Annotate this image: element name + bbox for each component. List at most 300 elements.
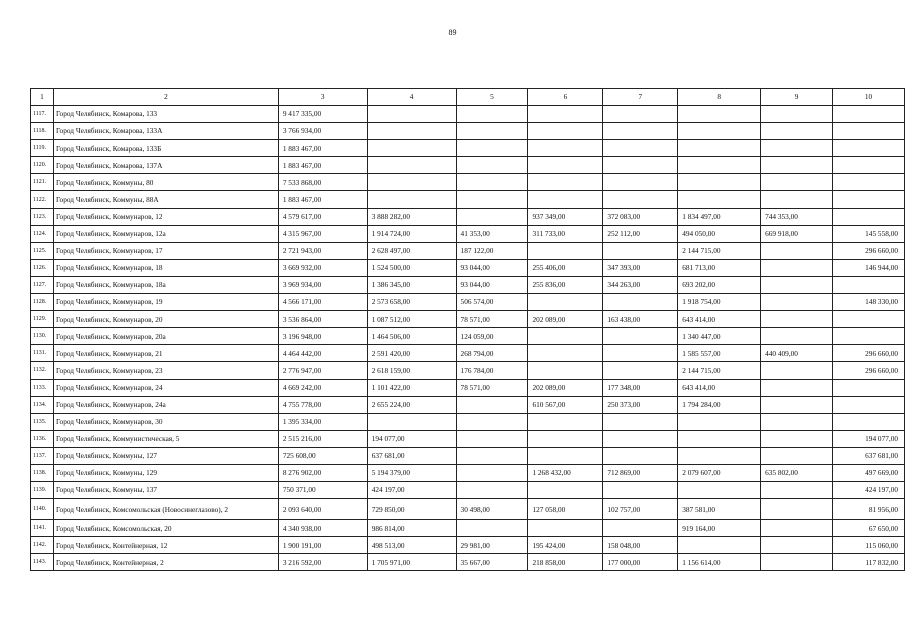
col5-cell bbox=[456, 520, 528, 537]
row-number: 1123. bbox=[31, 208, 54, 225]
address-cell: Город Челябинск, Коммунаров, 23 bbox=[53, 362, 278, 379]
col10-cell bbox=[833, 396, 905, 413]
col5-cell: 35 667,00 bbox=[456, 554, 528, 571]
col10-cell: 81 956,00 bbox=[833, 499, 905, 520]
col10-cell: 296 660,00 bbox=[833, 242, 905, 259]
table-row bbox=[31, 106, 905, 123]
col6-cell bbox=[528, 123, 603, 140]
col4-cell: 2 655 224,00 bbox=[367, 396, 456, 413]
col3-cell: 2 721 943,00 bbox=[278, 242, 367, 259]
col7-cell bbox=[603, 157, 678, 174]
row-number: 1118. bbox=[31, 123, 54, 140]
col8-cell bbox=[678, 447, 761, 464]
col10-cell bbox=[833, 379, 905, 396]
col6-cell: 202 089,00 bbox=[528, 311, 603, 328]
col5-cell bbox=[456, 447, 528, 464]
col10-cell bbox=[833, 191, 905, 208]
col3-cell: 3 669 932,00 bbox=[278, 259, 367, 276]
col4-cell: 1 705 971,00 bbox=[367, 554, 456, 571]
col4-cell: 1 087 512,00 bbox=[367, 311, 456, 328]
table-row bbox=[31, 537, 905, 554]
address-cell: Город Челябинск, Контейнерная, 12 bbox=[53, 537, 278, 554]
table-row bbox=[31, 174, 905, 191]
col3-cell: 9 417 335,00 bbox=[278, 106, 367, 123]
col5-cell bbox=[456, 106, 528, 123]
address-cell: Город Челябинск, Коммунаров, 12а bbox=[53, 225, 278, 242]
column-header: 5 bbox=[456, 89, 528, 106]
col5-cell bbox=[456, 413, 528, 430]
table-row bbox=[31, 259, 905, 276]
col7-cell bbox=[603, 242, 678, 259]
col5-cell: 187 122,00 bbox=[456, 242, 528, 259]
address-cell: Город Челябинск, Коммунаров, 18а bbox=[53, 276, 278, 293]
table-row bbox=[31, 294, 905, 311]
col8-cell: 2 144 715,00 bbox=[678, 242, 761, 259]
table-row bbox=[31, 140, 905, 157]
col9-cell: 744 353,00 bbox=[761, 208, 833, 225]
col7-cell bbox=[603, 123, 678, 140]
address-cell: Город Челябинск, Комарова, 133 bbox=[53, 106, 278, 123]
col6-cell bbox=[528, 242, 603, 259]
col5-cell: 506 574,00 bbox=[456, 294, 528, 311]
address-cell: Город Челябинск, Коммуны, 127 bbox=[53, 447, 278, 464]
col10-cell: 296 660,00 bbox=[833, 362, 905, 379]
page-number: 89 bbox=[448, 28, 457, 37]
col3-cell: 4 464 442,00 bbox=[278, 345, 367, 362]
col8-cell: 693 202,00 bbox=[678, 276, 761, 293]
col10-cell bbox=[833, 123, 905, 140]
col4-cell: 498 513,00 bbox=[367, 537, 456, 554]
col6-cell: 311 733,00 bbox=[528, 225, 603, 242]
address-cell: Город Челябинск, Комарова, 133А bbox=[53, 123, 278, 140]
column-header: 8 bbox=[678, 89, 761, 106]
col4-cell: 729 850,00 bbox=[367, 499, 456, 520]
table-row bbox=[31, 123, 905, 140]
col5-cell: 30 498,00 bbox=[456, 499, 528, 520]
address-cell: Город Челябинск, Коммунаров, 18 bbox=[53, 259, 278, 276]
col10-cell: 637 681,00 bbox=[833, 447, 905, 464]
col3-cell: 2 093 640,00 bbox=[278, 499, 367, 520]
col6-cell: 610 567,00 bbox=[528, 396, 603, 413]
col10-cell bbox=[833, 413, 905, 430]
col6-cell: 255 836,00 bbox=[528, 276, 603, 293]
col10-cell: 117 832,00 bbox=[833, 554, 905, 571]
col3-cell: 1 883 467,00 bbox=[278, 157, 367, 174]
col9-cell: 635 802,00 bbox=[761, 464, 833, 481]
col7-cell: 102 757,00 bbox=[603, 499, 678, 520]
col6-cell: 195 424,00 bbox=[528, 537, 603, 554]
col3-cell: 8 276 902,00 bbox=[278, 464, 367, 481]
column-header: 10 bbox=[833, 89, 905, 106]
col7-cell bbox=[603, 482, 678, 499]
col9-cell bbox=[761, 123, 833, 140]
row-number: 1127. bbox=[31, 276, 54, 293]
col8-cell bbox=[678, 430, 761, 447]
col9-cell bbox=[761, 362, 833, 379]
col7-cell: 252 112,00 bbox=[603, 225, 678, 242]
column-header: 7 bbox=[603, 89, 678, 106]
row-number: 1124. bbox=[31, 225, 54, 242]
col10-cell bbox=[833, 276, 905, 293]
address-cell: Город Челябинск, Комарова, 137А bbox=[53, 157, 278, 174]
col10-cell: 497 669,00 bbox=[833, 464, 905, 481]
table-row bbox=[31, 482, 905, 499]
col5-cell: 176 784,00 bbox=[456, 362, 528, 379]
col7-cell: 712 869,00 bbox=[603, 464, 678, 481]
table-row bbox=[31, 208, 905, 225]
col6-cell bbox=[528, 413, 603, 430]
col8-cell: 919 164,00 bbox=[678, 520, 761, 537]
col10-cell bbox=[833, 208, 905, 225]
col5-cell bbox=[456, 123, 528, 140]
col3-cell: 3 196 948,00 bbox=[278, 328, 367, 345]
col4-cell: 2 573 658,00 bbox=[367, 294, 456, 311]
row-number: 1141. bbox=[31, 520, 54, 537]
col7-cell bbox=[603, 430, 678, 447]
col4-cell bbox=[367, 106, 456, 123]
col6-cell bbox=[528, 447, 603, 464]
address-cell: Город Челябинск, Коммуны, 137 bbox=[53, 482, 278, 499]
col10-cell: 145 558,00 bbox=[833, 225, 905, 242]
col3-cell: 4 755 778,00 bbox=[278, 396, 367, 413]
col4-cell bbox=[367, 157, 456, 174]
data-table bbox=[30, 88, 905, 571]
col7-cell bbox=[603, 413, 678, 430]
table-row bbox=[31, 379, 905, 396]
col7-cell: 372 083,00 bbox=[603, 208, 678, 225]
col5-cell bbox=[456, 191, 528, 208]
col4-cell: 3 888 282,00 bbox=[367, 208, 456, 225]
col8-cell: 681 713,00 bbox=[678, 259, 761, 276]
address-cell: Город Челябинск, Комсомольская, 20 bbox=[53, 520, 278, 537]
col4-cell: 2 591 420,00 bbox=[367, 345, 456, 362]
col3-cell: 3 536 864,00 bbox=[278, 311, 367, 328]
col10-cell: 194 077,00 bbox=[833, 430, 905, 447]
col7-cell: 158 048,00 bbox=[603, 537, 678, 554]
col9-cell bbox=[761, 499, 833, 520]
col4-cell bbox=[367, 123, 456, 140]
table-row bbox=[31, 447, 905, 464]
col6-cell bbox=[528, 157, 603, 174]
col9-cell bbox=[761, 140, 833, 157]
col6-cell: 127 058,00 bbox=[528, 499, 603, 520]
col5-cell: 93 044,00 bbox=[456, 276, 528, 293]
col5-cell bbox=[456, 464, 528, 481]
col8-cell: 387 581,00 bbox=[678, 499, 761, 520]
col9-cell bbox=[761, 294, 833, 311]
col9-cell bbox=[761, 430, 833, 447]
row-number: 1122. bbox=[31, 191, 54, 208]
column-header: 2 bbox=[53, 89, 278, 106]
col4-cell: 1 464 506,00 bbox=[367, 328, 456, 345]
col10-cell: 296 660,00 bbox=[833, 345, 905, 362]
row-number: 1131. bbox=[31, 345, 54, 362]
col8-cell bbox=[678, 537, 761, 554]
col7-cell bbox=[603, 345, 678, 362]
row-number: 1140. bbox=[31, 499, 54, 520]
col4-cell bbox=[367, 413, 456, 430]
col4-cell bbox=[367, 174, 456, 191]
col8-cell bbox=[678, 123, 761, 140]
col7-cell: 344 263,00 bbox=[603, 276, 678, 293]
col4-cell: 986 814,00 bbox=[367, 520, 456, 537]
row-number: 1142. bbox=[31, 537, 54, 554]
col8-cell bbox=[678, 106, 761, 123]
col5-cell: 78 571,00 bbox=[456, 379, 528, 396]
col10-cell: 115 060,00 bbox=[833, 537, 905, 554]
col8-cell: 1 918 754,00 bbox=[678, 294, 761, 311]
col10-cell bbox=[833, 328, 905, 345]
address-cell: Город Челябинск, Коммунаров, 20 bbox=[53, 311, 278, 328]
col3-cell: 750 371,00 bbox=[278, 482, 367, 499]
col6-cell bbox=[528, 520, 603, 537]
col6-cell: 255 406,00 bbox=[528, 259, 603, 276]
col9-cell bbox=[761, 157, 833, 174]
col8-cell bbox=[678, 413, 761, 430]
col4-cell: 1 101 422,00 bbox=[367, 379, 456, 396]
col3-cell: 4 669 242,00 bbox=[278, 379, 367, 396]
table-row bbox=[31, 276, 905, 293]
column-header: 1 bbox=[31, 89, 54, 106]
address-cell: Город Челябинск, Комсомольская (Новосинеглазово), 2 bbox=[53, 499, 278, 520]
col6-cell: 937 349,00 bbox=[528, 208, 603, 225]
col7-cell bbox=[603, 447, 678, 464]
col9-cell bbox=[761, 447, 833, 464]
col7-cell: 177 348,00 bbox=[603, 379, 678, 396]
table-row bbox=[31, 362, 905, 379]
col6-cell bbox=[528, 362, 603, 379]
col4-cell: 1 386 345,00 bbox=[367, 276, 456, 293]
col8-cell bbox=[678, 174, 761, 191]
col7-cell bbox=[603, 328, 678, 345]
col8-cell: 1 585 557,00 bbox=[678, 345, 761, 362]
table-row bbox=[31, 430, 905, 447]
col5-cell: 29 981,00 bbox=[456, 537, 528, 554]
col5-cell bbox=[456, 140, 528, 157]
row-number: 1139. bbox=[31, 482, 54, 499]
col3-cell: 3 969 934,00 bbox=[278, 276, 367, 293]
col3-cell: 4 315 967,00 bbox=[278, 225, 367, 242]
col4-cell: 637 681,00 bbox=[367, 447, 456, 464]
column-header: 6 bbox=[528, 89, 603, 106]
address-cell: Город Челябинск, Комарова, 133Б bbox=[53, 140, 278, 157]
column-header: 9 bbox=[761, 89, 833, 106]
table-row bbox=[31, 328, 905, 345]
col5-cell: 124 059,00 bbox=[456, 328, 528, 345]
table-row bbox=[31, 413, 905, 430]
address-cell: Город Челябинск, Коммунаров, 19 bbox=[53, 294, 278, 311]
address-cell: Город Челябинск, Коммунаров, 30 bbox=[53, 413, 278, 430]
table-row bbox=[31, 499, 905, 520]
address-cell: Город Челябинск, Коммунистическая, 5 bbox=[53, 430, 278, 447]
col6-cell: 218 858,00 bbox=[528, 554, 603, 571]
col3-cell: 3 766 934,00 bbox=[278, 123, 367, 140]
col4-cell: 194 077,00 bbox=[367, 430, 456, 447]
col7-cell bbox=[603, 362, 678, 379]
col9-cell bbox=[761, 242, 833, 259]
col7-cell bbox=[603, 140, 678, 157]
col5-cell bbox=[456, 430, 528, 447]
column-header: 3 bbox=[278, 89, 367, 106]
table-row bbox=[31, 464, 905, 481]
address-cell: Город Челябинск, Коммунаров, 17 bbox=[53, 242, 278, 259]
col10-cell bbox=[833, 174, 905, 191]
col9-cell bbox=[761, 191, 833, 208]
col10-cell bbox=[833, 106, 905, 123]
col5-cell bbox=[456, 482, 528, 499]
col8-cell: 2 144 715,00 bbox=[678, 362, 761, 379]
address-cell: Город Челябинск, Контейнерная, 2 bbox=[53, 554, 278, 571]
col9-cell bbox=[761, 413, 833, 430]
col9-cell bbox=[761, 328, 833, 345]
row-number: 1135. bbox=[31, 413, 54, 430]
address-cell: Город Челябинск, Коммуны, 88А bbox=[53, 191, 278, 208]
header-row bbox=[31, 89, 905, 106]
col7-cell bbox=[603, 191, 678, 208]
col6-cell bbox=[528, 345, 603, 362]
col7-cell bbox=[603, 174, 678, 191]
col9-cell bbox=[761, 396, 833, 413]
col9-cell: 440 409,00 bbox=[761, 345, 833, 362]
row-number: 1134. bbox=[31, 396, 54, 413]
table-row bbox=[31, 520, 905, 537]
table-row bbox=[31, 157, 905, 174]
col9-cell bbox=[761, 276, 833, 293]
col7-cell: 163 438,00 bbox=[603, 311, 678, 328]
col9-cell bbox=[761, 520, 833, 537]
col10-cell: 146 944,00 bbox=[833, 259, 905, 276]
col10-cell: 148 330,00 bbox=[833, 294, 905, 311]
col6-cell bbox=[528, 191, 603, 208]
col9-cell bbox=[761, 311, 833, 328]
col7-cell: 347 393,00 bbox=[603, 259, 678, 276]
col6-cell bbox=[528, 140, 603, 157]
col6-cell bbox=[528, 174, 603, 191]
col5-cell bbox=[456, 157, 528, 174]
table-row bbox=[31, 311, 905, 328]
col8-cell: 643 414,00 bbox=[678, 379, 761, 396]
col8-cell: 643 414,00 bbox=[678, 311, 761, 328]
col3-cell: 3 216 592,00 bbox=[278, 554, 367, 571]
col4-cell: 2 628 497,00 bbox=[367, 242, 456, 259]
row-number: 1136. bbox=[31, 430, 54, 447]
col5-cell bbox=[456, 208, 528, 225]
row-number: 1128. bbox=[31, 294, 54, 311]
row-number: 1117. bbox=[31, 106, 54, 123]
col7-cell bbox=[603, 294, 678, 311]
address-cell: Город Челябинск, Коммунаров, 24 bbox=[53, 379, 278, 396]
col4-cell: 424 197,00 bbox=[367, 482, 456, 499]
col6-cell: 1 268 432,00 bbox=[528, 464, 603, 481]
col10-cell bbox=[833, 157, 905, 174]
row-number: 1125. bbox=[31, 242, 54, 259]
col8-cell bbox=[678, 191, 761, 208]
col5-cell: 41 353,00 bbox=[456, 225, 528, 242]
col3-cell: 1 395 334,00 bbox=[278, 413, 367, 430]
col10-cell: 424 197,00 bbox=[833, 482, 905, 499]
address-cell: Город Челябинск, Коммунаров, 21 bbox=[53, 345, 278, 362]
row-number: 1130. bbox=[31, 328, 54, 345]
row-number: 1119. bbox=[31, 140, 54, 157]
table-row bbox=[31, 396, 905, 413]
col8-cell bbox=[678, 140, 761, 157]
col4-cell: 1 524 500,00 bbox=[367, 259, 456, 276]
col3-cell: 4 340 938,00 bbox=[278, 520, 367, 537]
col10-cell: 67 650,00 bbox=[833, 520, 905, 537]
col3-cell: 2 776 947,00 bbox=[278, 362, 367, 379]
col4-cell bbox=[367, 140, 456, 157]
col6-cell bbox=[528, 106, 603, 123]
col3-cell: 725 608,00 bbox=[278, 447, 367, 464]
col8-cell: 1 794 284,00 bbox=[678, 396, 761, 413]
col9-cell bbox=[761, 554, 833, 571]
col6-cell bbox=[528, 482, 603, 499]
row-number: 1137. bbox=[31, 447, 54, 464]
col6-cell bbox=[528, 328, 603, 345]
col8-cell: 1 834 497,00 bbox=[678, 208, 761, 225]
col8-cell bbox=[678, 157, 761, 174]
col8-cell: 494 050,00 bbox=[678, 225, 761, 242]
row-number: 1121. bbox=[31, 174, 54, 191]
col5-cell: 93 044,00 bbox=[456, 259, 528, 276]
col4-cell: 5 194 379,00 bbox=[367, 464, 456, 481]
col10-cell bbox=[833, 311, 905, 328]
col5-cell: 268 794,00 bbox=[456, 345, 528, 362]
col9-cell bbox=[761, 537, 833, 554]
col3-cell: 4 566 171,00 bbox=[278, 294, 367, 311]
col3-cell: 1 900 191,00 bbox=[278, 537, 367, 554]
address-cell: Город Челябинск, Коммунаров, 20а bbox=[53, 328, 278, 345]
col8-cell: 2 079 607,00 bbox=[678, 464, 761, 481]
col3-cell: 2 515 216,00 bbox=[278, 430, 367, 447]
col8-cell: 1 156 614,00 bbox=[678, 554, 761, 571]
table-body bbox=[31, 106, 905, 571]
address-cell: Город Челябинск, Коммунаров, 12 bbox=[53, 208, 278, 225]
col7-cell: 250 373,00 bbox=[603, 396, 678, 413]
row-number: 1133. bbox=[31, 379, 54, 396]
col8-cell bbox=[678, 482, 761, 499]
col6-cell bbox=[528, 294, 603, 311]
table-row bbox=[31, 225, 905, 242]
col7-cell bbox=[603, 520, 678, 537]
row-number: 1138. bbox=[31, 464, 54, 481]
col9-cell bbox=[761, 106, 833, 123]
col3-cell: 1 883 467,00 bbox=[278, 140, 367, 157]
table-row bbox=[31, 242, 905, 259]
row-number: 1120. bbox=[31, 157, 54, 174]
col10-cell bbox=[833, 140, 905, 157]
column-header: 4 bbox=[367, 89, 456, 106]
col9-cell bbox=[761, 482, 833, 499]
col8-cell: 1 340 447,00 bbox=[678, 328, 761, 345]
col9-cell: 669 918,00 bbox=[761, 225, 833, 242]
address-cell: Город Челябинск, Коммуны, 80 bbox=[53, 174, 278, 191]
table-row bbox=[31, 191, 905, 208]
table-row bbox=[31, 554, 905, 571]
col5-cell: 78 571,00 bbox=[456, 311, 528, 328]
col7-cell: 177 000,00 bbox=[603, 554, 678, 571]
col6-cell: 202 089,00 bbox=[528, 379, 603, 396]
col5-cell bbox=[456, 396, 528, 413]
col4-cell: 2 618 159,00 bbox=[367, 362, 456, 379]
row-number: 1132. bbox=[31, 362, 54, 379]
col3-cell: 4 579 617,00 bbox=[278, 208, 367, 225]
address-cell: Город Челябинск, Коммунаров, 24а bbox=[53, 396, 278, 413]
col9-cell bbox=[761, 259, 833, 276]
row-number: 1129. bbox=[31, 311, 54, 328]
table-row bbox=[31, 345, 905, 362]
col4-cell: 1 914 724,00 bbox=[367, 225, 456, 242]
